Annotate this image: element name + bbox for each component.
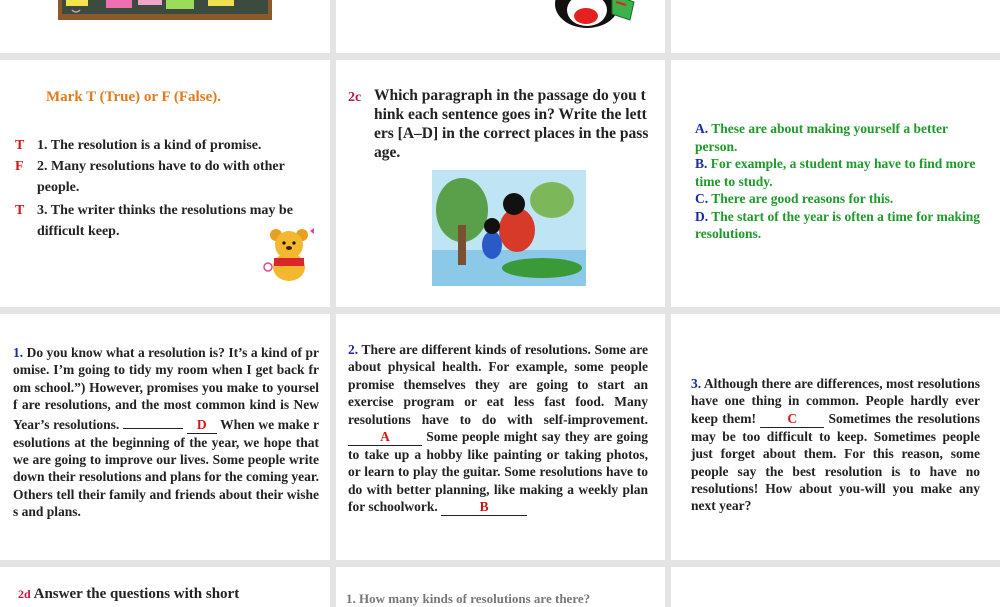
tf-answer: T bbox=[15, 138, 25, 153]
top-right-panel bbox=[671, 0, 1000, 53]
tf-statement: 1. The resolution is a kind of promise. bbox=[37, 138, 262, 153]
paragraph-number: 1. bbox=[13, 345, 24, 360]
cartoon-illustration-image bbox=[432, 170, 586, 286]
bottom-middle-panel bbox=[336, 567, 665, 607]
paragraph-number: 2. bbox=[348, 342, 359, 357]
question-1: 1. How many kinds of resolutions are there? bbox=[346, 591, 591, 606]
exercise-2d-panel bbox=[0, 567, 330, 607]
tf-statement: 2. Many resolutions have to do with other people. bbox=[37, 159, 285, 195]
answer-blank-c: C bbox=[760, 413, 824, 428]
exercise-2d-heading bbox=[18, 586, 239, 603]
paragraph-2 bbox=[348, 341, 648, 516]
tf-answer: T bbox=[15, 203, 25, 218]
answer-blank-b: B bbox=[441, 501, 527, 516]
exercise-title: Answer the questions with short bbox=[33, 586, 240, 602]
exercise-number: 2c bbox=[348, 90, 362, 105]
true-false-title: Mark T (True) or F (False). bbox=[46, 89, 221, 105]
paragraph-text: There are different kinds of resolutions. Some are about physical health. For example, some people promise themselves they are going to start an exercise program or eat less fast food. Many resolutions have to do with self-improvement. bbox=[348, 342, 648, 427]
answer-blank bbox=[123, 414, 183, 429]
bottom-right-panel bbox=[671, 567, 1000, 607]
paragraph-number: 3. bbox=[691, 376, 702, 391]
answer-blank-d: D bbox=[187, 419, 217, 434]
paragraph-2-panel bbox=[336, 314, 665, 560]
top-left-panel bbox=[0, 0, 330, 53]
option-b: B. For example, a student may have to find more time to study. bbox=[695, 156, 976, 189]
paragraph-1 bbox=[13, 344, 319, 521]
paragraph-3 bbox=[691, 375, 980, 515]
paragraph-text: When we make resolutions at the beginning of the year, we hope that we are going to improve our lives. Some people write down their resolutions and plans for the coming year. Others tell their family and friends about their wishes and plans. bbox=[13, 416, 319, 520]
exercise-instructions: Which paragraph in the passage do you think each sentence goes in? Write the letters [A–D] in the correct places in the passage. bbox=[374, 87, 649, 161]
true-false-panel bbox=[0, 60, 330, 307]
top-middle-panel bbox=[336, 0, 665, 53]
winnie-the-pooh-image bbox=[262, 225, 320, 283]
cartoon-character-image bbox=[552, 0, 642, 36]
option-a: A. These are about making yourself a better person. bbox=[695, 121, 948, 154]
paragraph-text: Do you know what a resolution is? It’s a kind of promise. I’m going to tidy my room when I get back from school.”) However, promises you make to yourself are resolutions, and the most common kind is New Year’s resolutions. bbox=[13, 345, 319, 432]
paragraph-text: Sometimes the resolutions may be too difficult to keep. Sometimes people just forget about them. For this reason, some people say the best resolution is to have no resolutions! How about you-will you make any next year? bbox=[691, 410, 980, 514]
exercise-number: 2d bbox=[18, 587, 31, 601]
tf-answer: F bbox=[15, 159, 24, 174]
answer-blank-a: A bbox=[348, 431, 422, 446]
paragraph-text: Although there are differences, most resolutions have one thing in common. People hardly ever keep them! bbox=[691, 376, 980, 426]
tf-item-1 bbox=[15, 135, 307, 156]
option-d: D. The start of the year is often a time for making resolutions. bbox=[695, 208, 980, 241]
tf-item-2 bbox=[15, 156, 307, 198]
options-list bbox=[695, 120, 985, 243]
exercise-2c-panel bbox=[336, 60, 665, 307]
options-panel bbox=[671, 60, 1000, 307]
paragraph-1-panel bbox=[0, 314, 330, 560]
option-c: C. There are good reasons for this. bbox=[695, 191, 894, 206]
paragraph-3-panel bbox=[671, 314, 1000, 560]
tf-statement: 3. The writer thinks the resolutions may be difficult keep. bbox=[37, 203, 293, 239]
notice-board-image bbox=[58, 0, 272, 20]
paragraph-text: Some people might say they are going to take up a hobby like painting or taking photos, or learn to play the guitar. Some resolutions have to do with better planning, like making a weekly plan for schoolwork. bbox=[348, 429, 648, 515]
